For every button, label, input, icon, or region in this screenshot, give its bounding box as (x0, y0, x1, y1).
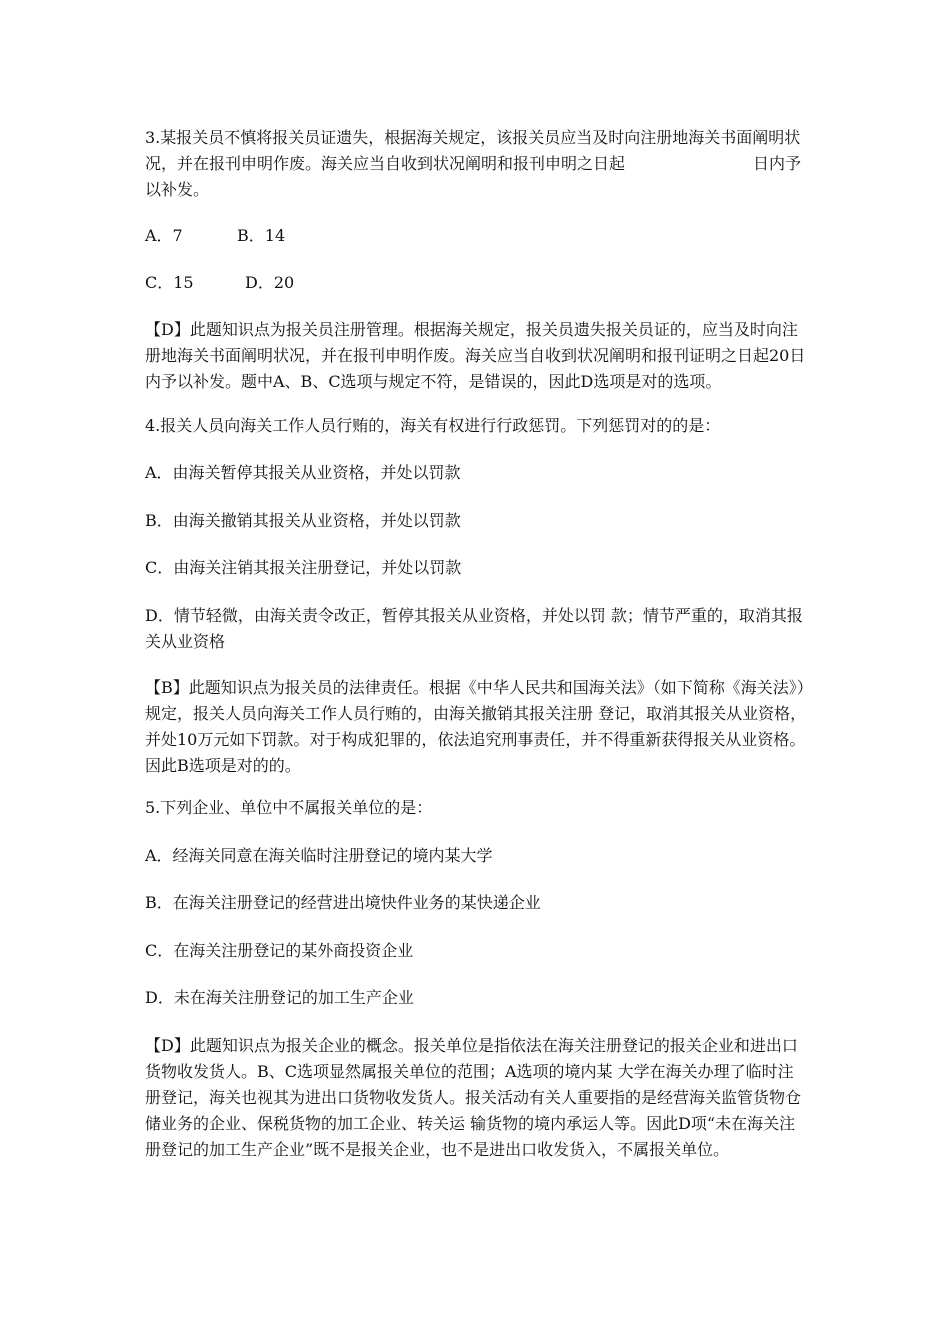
answer-4: 【B】此题知识点为报关员的法律责任。根据《中华人民共和国海关法》（如下简称《海关法》）规定，报关人员向海关工作人员行贿的，由海关撤销其报关注册 登记，取消其报关从业资格，并处10万元如下罚款。对于构成犯罪的，依法追究刑事责任，并不得重新获得报关从业资格。因此B选项是对的的。 (145, 678, 807, 775)
option-b: B．14 (237, 226, 286, 245)
option-c: C．在海关注册登记的某外商投资企业 (145, 941, 414, 960)
question-4: 4.报关人员向海关工作人员行贿的，海关有权进行行政惩罚。下列惩罚对的的是： (145, 416, 721, 435)
question-3-options-ab (145, 223, 807, 249)
option-a: A．由海关暂停其报关从业资格，并处以罚款 (145, 463, 461, 482)
option-b: B．在海关注册登记的经营进出境快件业务的某快递企业 (145, 893, 541, 912)
option-a: A．经海关同意在海关临时注册登记的境内某大学 (145, 846, 493, 865)
option-d: D．未在海关注册登记的加工生产企业 (145, 988, 414, 1007)
question-3: 3.某报关员不慎将报关员证遗失，根据海关规定，该报关员应当及时向注册地海关书面阐明状况，并在报刊申明作废。海关应当自收到状况阐明和报刊申明之日起 日内予以补发。 (145, 128, 802, 199)
option-c: C．15 (145, 273, 194, 292)
question-3-options-cd (145, 270, 807, 296)
option-d: D．20 (245, 273, 295, 292)
option-a: A．7 (145, 226, 183, 245)
question-5: 5.下列企业、单位中不属报关单位的是： (145, 798, 433, 817)
answer-3: 【D】此题知识点为报关员注册管理。根据海关规定，报关员遗失报关员证的，应当及时向注册地海关书面阐明状况，并在报刊申明作废。海关应当自收到状况阐明和报刊证明之日起20日内予以补发。题中A、B、C选项与规定不符，是错误的，因此D选项是对的选项。 (145, 320, 806, 391)
option-c: C．由海关注销其报关注册登记，并处以罚款 (145, 558, 462, 577)
option-b: B．由海关撤销其报关从业资格，并处以罚款 (145, 511, 461, 530)
answer-5: 【D】此题知识点为报关企业的概念。报关单位是指依法在海关注册登记的报关企业和进出口货物收发货人。B、C选项显然属报关单位的范围；A选项的境内某 大学在海关办理了临时注册登记，海关也视其为进出口货物收发货人。报关活动有关人重要指的是经营海关监管货物仓储业务的企业、保税货物的加工企业、转关运 输货物的境内承运人等。因此D项“未在海关注册登记的加工生产企业”既不是报关企业，也不是进出口收发货入，不属报关单位。 (145, 1036, 802, 1159)
option-d: D．情节轻微，由海关责令改正，暂停其报关从业资格，并处以罚 款；情节严重的，取消其报关从业资格 (145, 606, 803, 651)
